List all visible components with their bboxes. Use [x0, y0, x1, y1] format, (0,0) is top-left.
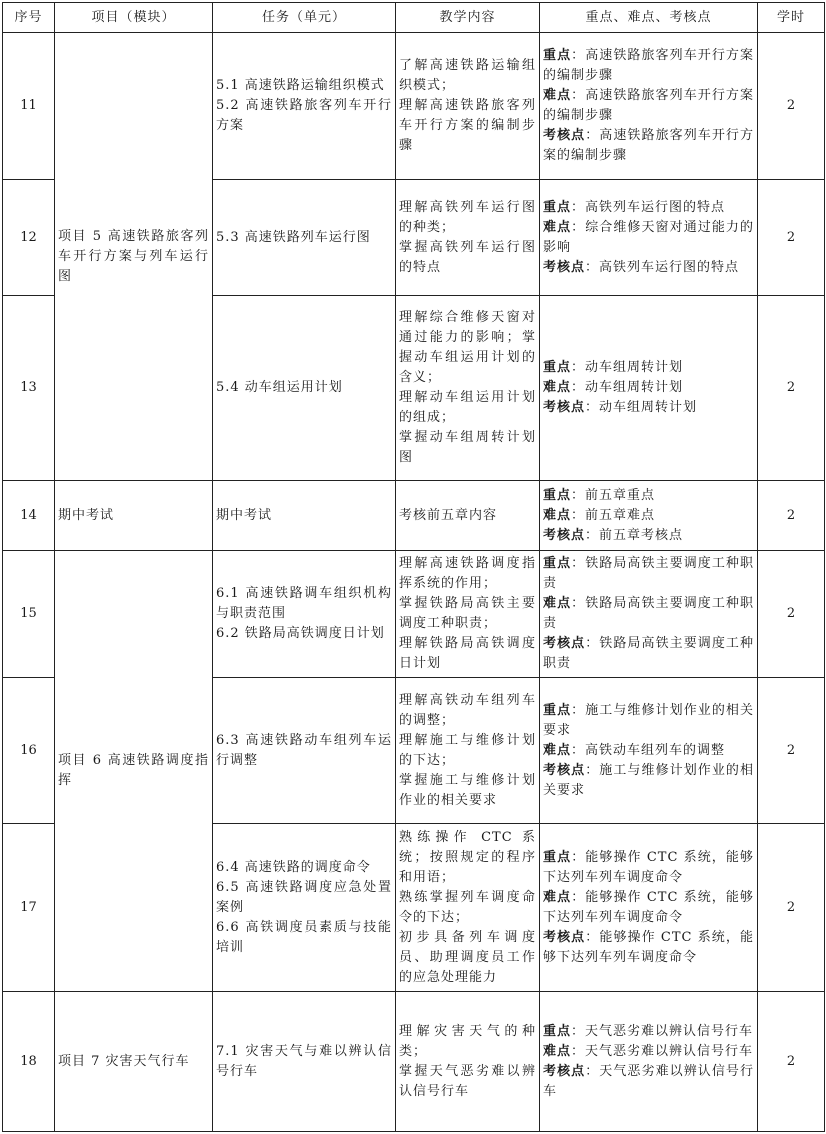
task-cell: [213, 678, 396, 824]
difficult-text: ：前五章难点: [571, 507, 656, 523]
key-point-line: [543, 198, 754, 218]
header-key-points: 重点、难点、考核点: [540, 3, 758, 33]
row-number: 13: [3, 296, 55, 481]
assess-label: 考核点: [543, 400, 586, 415]
difficult-label: 难点: [543, 380, 572, 395]
difficult-text: ：高速铁路旅客列车开行方案的编制步骤: [543, 88, 754, 123]
table-row: [3, 992, 825, 1132]
content-cell: [396, 180, 540, 296]
content-line: 理解动车组运用计划的组成；: [399, 390, 536, 425]
content-line: 掌握高铁列车运行图的特点: [399, 239, 536, 275]
difficult-point-line: [543, 86, 754, 126]
row-number: 17: [3, 824, 55, 992]
assess-text: ：动车组周转计划: [585, 400, 698, 415]
key-label: 重点: [543, 487, 572, 503]
table-row: [3, 33, 825, 180]
key-text: ：前五章重点: [571, 487, 656, 503]
task-cell: [213, 481, 396, 551]
assess-label: 考核点: [543, 128, 586, 143]
content-cell: [396, 33, 540, 180]
content-line: 理解高铁动车组列车的调整；: [399, 692, 536, 728]
key-text: ：高速铁路旅客列车开行方案的编制步骤: [543, 48, 754, 83]
header-project: 项目（模块）: [55, 3, 213, 33]
key-label: 重点: [543, 702, 572, 718]
content-line: 理解施工与维修计划的下达；: [399, 732, 536, 768]
difficult-label: 难点: [543, 88, 572, 103]
key-point-line: [543, 486, 754, 506]
task-line: 6.4 高速铁路的调度命令: [216, 859, 371, 875]
assess-point-line: [543, 398, 754, 418]
content-cell: [396, 551, 540, 678]
assess-point-line: [543, 1062, 754, 1102]
assess-point-line: [543, 761, 754, 801]
difficult-label: 难点: [543, 889, 572, 905]
difficult-point-line: [543, 218, 754, 258]
assess-text: ：前五章考核点: [585, 527, 684, 543]
difficult-point-line: [543, 888, 754, 928]
key-point-line: [543, 46, 754, 86]
difficult-point-line: [543, 741, 754, 761]
content-line: 掌握天气恶劣难以辨认信号行车: [399, 1063, 536, 1099]
header-no: 序号: [3, 3, 55, 33]
table-row: [3, 551, 825, 678]
project-cell: 项目 6 高速铁路调度指挥: [55, 551, 213, 992]
key-points-cell: [540, 33, 758, 180]
key-points-cell: [540, 992, 758, 1132]
task-line: 7.1 灾害天气与难以辨认信号行车: [216, 1043, 392, 1079]
key-text: ：铁路局高铁主要调度工种职责: [543, 556, 754, 591]
difficult-point-line: [543, 506, 754, 526]
project-cell: 期中考试: [55, 481, 213, 551]
key-points-cell: [540, 551, 758, 678]
header-task: 任务（单元）: [213, 3, 396, 33]
key-points-cell: [540, 678, 758, 824]
assess-text: ：铁路局高铁主要调度工种职责: [543, 636, 754, 671]
task-cell: [213, 824, 396, 992]
content-line: 理解灾害天气的种类；: [399, 1023, 536, 1059]
difficult-label: 难点: [543, 596, 572, 611]
content-cell: [396, 481, 540, 551]
difficult-label: 难点: [543, 219, 572, 235]
project-cell: 项目 7 灾害天气行车: [55, 992, 213, 1132]
key-points-cell: [540, 296, 758, 481]
assess-label: 考核点: [543, 527, 586, 543]
task-line: 6.3 高速铁路动车组列车运行调整: [216, 732, 392, 768]
task-line: 6.1 高速铁路调车组织机构与职责范围: [216, 586, 392, 621]
content-cell: [396, 824, 540, 992]
difficult-point-line: [543, 378, 754, 398]
key-text: ：能够操作 CTC 系统，能够下达列车列车调度命令: [543, 849, 754, 885]
content-line: 考核前五章内容: [399, 507, 498, 523]
assess-label: 考核点: [543, 259, 586, 275]
content-line: 理解高铁列车运行图的种类；: [399, 199, 536, 235]
difficult-text: ：铁路局高铁主要调度工种职责: [543, 596, 754, 631]
table-row: [3, 481, 825, 551]
row-number: 16: [3, 678, 55, 824]
content-line: 理解铁路局高铁调度日计划: [399, 636, 536, 671]
difficult-text: ：高铁动车组列车的调整: [571, 742, 726, 758]
hours-cell: 2: [758, 992, 825, 1132]
key-point-line: [543, 358, 754, 378]
content-line: 了解高速铁路运输组织模式；: [399, 58, 536, 93]
hours-cell: 2: [758, 481, 825, 551]
key-text: ：天气恶劣难以辨认信号行车: [571, 1023, 754, 1039]
project-cell: 项目 5 高速铁路旅客列车开行方案与列车运行图: [55, 33, 213, 481]
assess-point-line: [543, 126, 754, 166]
assess-label: 考核点: [543, 1063, 586, 1079]
key-label: 重点: [543, 199, 572, 215]
key-label: 重点: [543, 1023, 572, 1039]
assess-text: ：天气恶劣难以辨认信号行车: [543, 1063, 754, 1099]
assess-point-line: [543, 526, 754, 546]
assess-point-line: [543, 634, 754, 674]
difficult-point-line: [543, 594, 754, 634]
content-line: 掌握铁路局高铁主要调度工种职责；: [399, 596, 536, 631]
assess-text: ：高速铁路旅客列车开行方案的编制步骤: [543, 128, 754, 163]
hours-cell: 2: [758, 678, 825, 824]
key-point-line: [543, 848, 754, 888]
content-line: 熟练操作 CTC 系统；按照规定的程序和用语；: [399, 829, 536, 885]
content-cell: [396, 678, 540, 824]
task-line: 5.3 高速铁路列车运行图: [216, 229, 371, 245]
row-number: 18: [3, 992, 55, 1132]
content-cell: [396, 296, 540, 481]
header-content: 教学内容: [396, 3, 540, 33]
content-line: 掌握动车组周转计划图: [399, 430, 536, 465]
difficult-text: ：综合维修天窗对通过能力的影响: [543, 219, 754, 255]
difficult-label: 难点: [543, 742, 572, 758]
key-text: ：施工与维修计划作业的相关要求: [543, 702, 754, 738]
key-label: 重点: [543, 48, 572, 63]
assess-text: ：施工与维修计划作业的相关要求: [543, 762, 754, 798]
content-line: 理解综合维修天窗对通过能力的影响；掌握动车组运用计划的含义；: [399, 310, 536, 385]
difficult-text: ：天气恶劣难以辨认信号行车: [571, 1043, 754, 1059]
key-label: 重点: [543, 849, 572, 865]
key-label: 重点: [543, 556, 572, 571]
assess-point-line: [543, 928, 754, 968]
row-number: 11: [3, 33, 55, 180]
header-hours: 学时: [758, 3, 825, 33]
hours-cell: 2: [758, 551, 825, 678]
key-points-cell: [540, 481, 758, 551]
task-line: 5.4 动车组运用计划: [216, 380, 343, 395]
difficult-text: ：动车组周转计划: [571, 380, 684, 395]
key-points-cell: [540, 180, 758, 296]
row-number: 15: [3, 551, 55, 678]
difficult-label: 难点: [543, 507, 572, 523]
hours-cell: 2: [758, 824, 825, 992]
difficult-point-line: [543, 1042, 754, 1062]
assess-point-line: [543, 258, 754, 278]
hours-cell: 2: [758, 296, 825, 481]
task-line: 5.1 高速铁路运输组织模式: [216, 78, 385, 93]
row-number: 14: [3, 481, 55, 551]
assess-text: ：能够操作 CTC 系统，能够下达列车列车调度命令: [543, 929, 754, 965]
key-point-line: [543, 554, 754, 594]
task-line: 6.2 铁路局高铁调度日计划: [216, 626, 385, 641]
content-line: 初步具备列车调度员、助理调度员工作的应急处理能力: [399, 929, 536, 985]
content-line: 熟练掌握列车调度命令的下达；: [399, 889, 536, 925]
task-cell: [213, 296, 396, 481]
task-line: 6.5 高速铁路调度应急处置案例: [216, 879, 392, 915]
assess-label: 考核点: [543, 929, 586, 945]
task-line: 6.6 高铁调度员素质与技能培训: [216, 919, 392, 955]
key-text: ：动车组周转计划: [571, 360, 684, 375]
key-point-line: [543, 1022, 754, 1042]
key-points-cell: [540, 824, 758, 992]
key-text: ：高铁列车运行图的特点: [571, 199, 726, 215]
task-line: 期中考试: [216, 507, 273, 523]
hours-cell: 2: [758, 180, 825, 296]
content-cell: [396, 992, 540, 1132]
difficult-label: 难点: [543, 1043, 572, 1059]
key-label: 重点: [543, 360, 572, 375]
content-line: 掌握施工与维修计划作业的相关要求: [399, 772, 536, 808]
schedule-table: [2, 2, 825, 1132]
assess-text: ：高铁列车运行图的特点: [585, 259, 740, 275]
row-number: 12: [3, 180, 55, 296]
content-line: 理解高速铁路旅客列车开行方案的编制步骤: [399, 98, 536, 153]
task-cell: [213, 992, 396, 1132]
hours-cell: 2: [758, 33, 825, 180]
difficult-text: ：能够操作 CTC 系统，能够下达列车列车调度命令: [543, 889, 754, 925]
key-point-line: [543, 701, 754, 741]
task-cell: [213, 33, 396, 180]
task-line: 5.2 高速铁路旅客列车开行方案: [216, 98, 392, 133]
assess-label: 考核点: [543, 636, 586, 651]
assess-label: 考核点: [543, 762, 586, 778]
header-row: [3, 3, 825, 33]
task-cell: [213, 180, 396, 296]
task-cell: [213, 551, 396, 678]
content-line: 理解高速铁路调度指挥系统的作用；: [399, 556, 536, 591]
